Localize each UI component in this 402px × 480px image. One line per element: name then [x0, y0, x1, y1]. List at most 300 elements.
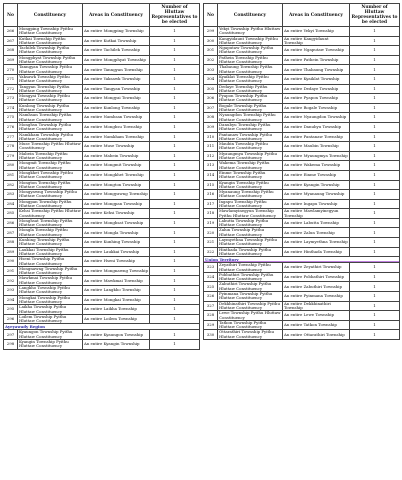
- cell-number: 330: [204, 330, 218, 340]
- cell-representatives: 1: [350, 180, 400, 190]
- cell-constituency: Wakema Township Pyithu Hluttaw Constituency: [218, 161, 283, 171]
- cell-number: 321: [204, 238, 218, 248]
- cell-constituency: Myaungmya Township Pyithu Hluttaw Constituency: [218, 151, 283, 161]
- cell-number: 290: [4, 257, 18, 267]
- cell-constituency: Hinthada Township Pyithu Hluttaw Constituency: [218, 247, 283, 257]
- table-body-right-after: [204, 263, 400, 340]
- cell-number: 272: [4, 84, 18, 94]
- cell-area: An entire Mongnawng Township: [83, 266, 150, 276]
- header-constituency: Constituency: [18, 4, 83, 27]
- cell-area: An entire Kyaungon Township: [83, 330, 150, 340]
- cell-number: 326: [204, 292, 218, 302]
- cell-representatives: 1: [150, 113, 200, 123]
- cell-constituency: Laymyethna Township Pyithu Hluttaw Constituency: [218, 238, 283, 248]
- cell-representatives: 1: [150, 330, 200, 340]
- cell-representatives: 1: [150, 190, 200, 200]
- table-row: [4, 209, 200, 219]
- header-areas: Areas in Constituency: [83, 4, 150, 27]
- cell-area: An entire Tanngyan Township: [83, 65, 150, 75]
- cell-representatives: 1: [150, 161, 200, 171]
- cell-area: An entire Labutta Township: [283, 218, 350, 228]
- table-body-left: [4, 27, 200, 324]
- cell-representatives: 1: [350, 151, 400, 161]
- cell-number: 327: [204, 301, 218, 311]
- cell-number: 293: [4, 286, 18, 296]
- table-row: [204, 161, 400, 171]
- cell-number: 269: [4, 55, 18, 65]
- cell-area: An entire Mongpan Township: [83, 199, 150, 209]
- cell-representatives: 1: [350, 94, 400, 104]
- cell-number: 266: [4, 27, 18, 37]
- table-row: [204, 170, 400, 180]
- table-row: [4, 340, 200, 350]
- table-row: [4, 94, 200, 104]
- cell-number: 309: [204, 122, 218, 132]
- cell-area: An entire Mongla Township: [83, 228, 150, 238]
- cell-representatives: 1: [150, 65, 200, 75]
- cell-representatives: 1: [150, 74, 200, 84]
- table-row: [4, 295, 200, 305]
- cell-area: An entire Myanaung Township: [283, 190, 350, 200]
- cell-constituency: Einme Township Pyithu Hluttaw Constituency: [218, 170, 283, 180]
- cell-representatives: 1: [350, 282, 400, 292]
- cell-constituency: Mongnawng Township Pyithu Hluttaw Constituency: [18, 266, 83, 276]
- cell-representatives: 1: [150, 122, 200, 132]
- cell-number: 287: [4, 228, 18, 238]
- cell-representatives: 1: [150, 257, 200, 267]
- cell-constituency: Tachilek Township Pyithu Hluttaw Constituency: [18, 46, 83, 56]
- table-row: [204, 132, 400, 142]
- cell-number: 299: [204, 27, 218, 37]
- cell-number: 278: [4, 142, 18, 152]
- cell-constituency: Dekkhinathiri Township Pyithu Hluttaw Constituency: [218, 301, 283, 311]
- cell-number: 288: [4, 238, 18, 248]
- cell-representatives: 1: [150, 36, 200, 46]
- cell-number: 304: [204, 74, 218, 84]
- table-row: [204, 142, 400, 152]
- cell-number: 280: [4, 161, 18, 171]
- cell-constituency: Ingapu Township Pyithu Hluttaw Constituency: [218, 199, 283, 209]
- cell-number: 307: [204, 103, 218, 113]
- cell-representatives: 1: [350, 272, 400, 282]
- cell-constituency: Zabuthiri Township Pyithu Hluttaw Constituency: [218, 282, 283, 292]
- table-row: [4, 151, 200, 161]
- cell-number: 325: [204, 282, 218, 292]
- table-row: [204, 190, 400, 200]
- cell-number: 283: [4, 190, 18, 200]
- cell-area: An entire Mongkai Township: [83, 295, 150, 305]
- cell-number: 277: [4, 132, 18, 142]
- cell-constituency: Dedaye Township Pyithu Hluttaw Constituency: [218, 84, 283, 94]
- cell-number: 315: [204, 180, 218, 190]
- cell-representatives: 1: [150, 228, 200, 238]
- cell-area: An entire Tangyan Township: [83, 84, 150, 94]
- cell-representatives: 1: [150, 151, 200, 161]
- cell-constituency: Mongkai Township Pyithu Hluttaw Constituency: [18, 295, 83, 305]
- cell-number: 324: [204, 272, 218, 282]
- table-row: [4, 142, 200, 152]
- cell-area: An entire Ngaputaw Township: [283, 46, 350, 56]
- cell-number: 284: [4, 199, 18, 209]
- cell-representatives: 1: [150, 314, 200, 324]
- cell-representatives: 1: [350, 263, 400, 273]
- table-row: [204, 263, 400, 273]
- table-row: [4, 74, 200, 84]
- cell-constituency: Kyaungon Township Pyithu Hluttaw Constituency: [18, 330, 83, 340]
- cell-representatives: 1: [350, 209, 400, 219]
- table-row: [204, 65, 400, 75]
- table-row: [204, 122, 400, 132]
- cell-representatives: 1: [350, 27, 400, 37]
- cell-area: An entire Kutkai Township: [83, 36, 150, 46]
- table-row: [4, 314, 200, 324]
- table-row: [4, 190, 200, 200]
- cell-area: An entire Mongphyat Township: [83, 55, 150, 65]
- table-row: [4, 238, 200, 248]
- table-row: [4, 330, 200, 340]
- cell-number: 274: [4, 103, 18, 113]
- section-label-union-territory: Union Territory: [205, 256, 239, 262]
- cell-representatives: 1: [150, 142, 200, 152]
- cell-representatives: 1: [350, 218, 400, 228]
- cell-representatives: 1: [150, 27, 200, 37]
- table-row: [204, 46, 400, 56]
- header-representatives: Number of Hluttaw Representatives to be elected: [150, 4, 200, 27]
- table-row: [204, 282, 400, 292]
- cell-representatives: 1: [150, 247, 200, 257]
- cell-constituency: Muse Township Pyithu Hluttaw Constituency: [19, 141, 81, 151]
- cell-constituency: Monghsat Township Pyithu Hluttaw Constituency: [18, 218, 83, 228]
- table-row: [204, 330, 400, 340]
- header-constituency: Constituency: [218, 4, 283, 27]
- section-row-group: [204, 257, 400, 263]
- cell-area: An entire Monghsat Township: [83, 218, 150, 228]
- header-areas: Areas in Constituency: [283, 4, 350, 27]
- cell-area: An entire Hseni Township: [83, 257, 150, 267]
- cell-number: 328: [204, 311, 218, 321]
- table-row: [204, 27, 400, 37]
- cell-constituency: Bogale Township Pyithu Hluttaw Constituency: [218, 103, 283, 113]
- cell-constituency: Lewe Township Pyithu Hluttaw Constituency: [219, 310, 281, 320]
- header-representatives: Number of Hluttaw Representatives to be elected: [350, 4, 400, 27]
- cell-area: An entire Mawkmai Township: [83, 276, 150, 286]
- cell-area: An entire Namhsan Township: [83, 113, 150, 123]
- cell-constituency: Myanaung Township Pyithu Hluttaw Constituency: [218, 190, 283, 200]
- cell-representatives: 1: [150, 46, 200, 56]
- table-row: [204, 311, 400, 321]
- cell-representatives: 1: [150, 340, 200, 350]
- table-row: [204, 272, 400, 282]
- cell-constituency: Zalun Township Pyithu Hluttaw Constituency: [218, 228, 283, 238]
- cell-area: An entire Bogale Township: [283, 103, 350, 113]
- cell-number: 276: [4, 122, 18, 132]
- table-row: [204, 113, 400, 123]
- cell-number: 298: [4, 340, 18, 350]
- cell-number: 297: [4, 330, 18, 340]
- cell-number: 314: [204, 170, 218, 180]
- cell-number: 295: [4, 305, 18, 315]
- cell-number: 313: [204, 161, 218, 171]
- cell-area: An entire Nyaungdon Township: [283, 113, 350, 123]
- table-row: [204, 228, 400, 238]
- cell-number: 312: [204, 151, 218, 161]
- cell-area: An entire Mongping Township: [83, 27, 150, 37]
- table-row: [4, 170, 200, 180]
- cell-constituency: Zeyathiri Township Pyithu Hluttaw Constituency: [218, 263, 283, 273]
- table-row: [4, 84, 200, 94]
- table-row: [204, 36, 400, 46]
- cell-constituency: Mongphyat Township Pyithu Hluttaw Constituency: [18, 55, 83, 65]
- cell-representatives: 1: [350, 113, 400, 123]
- cell-area: An entire Mabein Township: [83, 151, 150, 161]
- cell-area: An entire Monghsu Township: [83, 122, 150, 132]
- cell-area: An entire Laukkai Township: [83, 247, 150, 257]
- table-row: [4, 276, 200, 286]
- table-row: [204, 199, 400, 209]
- cell-representatives: 1: [350, 74, 400, 84]
- cell-representatives: 1: [150, 286, 200, 296]
- cell-number: 270: [4, 65, 18, 75]
- cell-number: 279: [4, 151, 18, 161]
- cell-constituency: Mongton Township Pyithu Hluttaw Constituency: [18, 180, 83, 190]
- cell-representatives: 1: [150, 103, 200, 113]
- cell-number: 268: [4, 46, 18, 56]
- cell-representatives: 1: [150, 55, 200, 65]
- cell-constituency: Nyaungdon Township Pyithu Hluttaw Constituency: [218, 113, 283, 123]
- cell-constituency: Kehsi Township Pyithu Hluttaw Constituency: [19, 208, 81, 218]
- cell-constituency: Kunlong Township Pyithu Hluttaw Constituency: [18, 103, 83, 113]
- cell-constituency: Pyinmana Township Pyithu Hluttaw Constituency: [218, 292, 283, 302]
- cell-constituency: Pobbathiri Township Pyithu Hluttaw Constituency: [218, 272, 283, 282]
- table-row: [204, 292, 400, 302]
- cell-constituency: Mongpan Township Pyithu Hluttaw Constituency: [18, 199, 83, 209]
- table-row: [204, 94, 400, 104]
- cell-representatives: 1: [350, 199, 400, 209]
- cell-area: An entire Wakema Township: [283, 161, 350, 171]
- cell-area: An entire Pyapon Township: [283, 94, 350, 104]
- cell-area: An entire Muse Township: [83, 142, 150, 152]
- cell-area: An entire Zeyathiri Township: [283, 263, 350, 273]
- cell-area: An entire Myaungmya Township: [283, 151, 350, 161]
- cell-representatives: 1: [150, 305, 200, 315]
- cell-representatives: 1: [150, 132, 200, 142]
- table-row: [4, 286, 200, 296]
- header-no: No: [4, 4, 18, 27]
- cell-number: 320: [204, 228, 218, 238]
- cell-area: An entire Hinthada Township: [283, 247, 350, 257]
- cell-number: 302: [204, 55, 218, 65]
- cell-representatives: 1: [350, 55, 400, 65]
- cell-constituency: Pyapon Township Pyithu Hluttaw Constituency: [218, 94, 283, 104]
- cell-number: 301: [204, 46, 218, 56]
- cell-number: 294: [4, 295, 18, 305]
- table-row: [204, 238, 400, 248]
- section-row: [4, 324, 200, 330]
- cell-representatives: 1: [350, 238, 400, 248]
- cell-constituency: Kutkai Township Pyithu Hluttaw Constituency: [18, 36, 83, 46]
- cell-area: An entire Ingapu Township: [283, 199, 350, 209]
- cell-constituency: Yaksawk Township Pyithu Hluttaw Constituency: [18, 74, 83, 84]
- table-row: [4, 113, 200, 123]
- cell-representatives: 1: [350, 132, 400, 142]
- table-body-right: [204, 27, 400, 257]
- cell-area: An entire Yaksawk Township: [83, 74, 150, 84]
- cell-number: 323: [204, 263, 218, 273]
- table-row: [4, 228, 200, 238]
- cell-constituency: Mongping Township Pyithu Hluttaw Constituency: [18, 27, 83, 37]
- table-header-row: [4, 4, 200, 27]
- cell-representatives: 1: [350, 190, 400, 200]
- cell-representatives: 1: [150, 276, 200, 286]
- cell-area: An entire Pantanaw Township: [283, 132, 350, 142]
- cell-area: An entire Namkham Township: [83, 132, 150, 142]
- cell-constituency: Pantanaw Township Pyithu Hluttaw Constituency: [218, 132, 283, 142]
- cell-representatives: 1: [350, 301, 400, 311]
- cell-constituency: Ottarathiri Township Pyithu Hluttaw Constituency: [218, 330, 283, 340]
- cell-constituency: Thabaung Township Pyithu Hluttaw Constituency: [218, 65, 283, 75]
- cell-number: 322: [204, 247, 218, 257]
- cell-area: An entire Kyaiklat Township: [283, 74, 350, 84]
- cell-area: An entire Laymyethna Township: [283, 238, 350, 248]
- cell-representatives: 1: [350, 84, 400, 94]
- cell-constituency: Hseni Township Pyithu Hluttaw Constituency: [18, 257, 83, 267]
- table-row: [4, 218, 200, 228]
- cell-constituency: Mongkhet Township Pyithu Hluttaw Constituency: [18, 170, 83, 180]
- cell-number: 300: [204, 36, 218, 46]
- header-no: No: [204, 4, 218, 27]
- cell-area: An entire Kangyidaunt Township: [283, 36, 350, 46]
- cell-constituency: Kyangin Township Pyithu Hluttaw Constituency: [218, 180, 283, 190]
- table-row: [204, 320, 400, 330]
- cell-area: An entire Kunlong Township: [83, 103, 150, 113]
- cell-constituency: Monghsu Township Pyithu Hluttaw Constituency: [18, 122, 83, 132]
- cell-number: 296: [4, 314, 18, 324]
- cell-constituency: Namkham Township Pyithu Hluttaw Constituency: [18, 132, 83, 142]
- table-row: [204, 74, 400, 84]
- cell-number: 311: [204, 142, 218, 152]
- table-row: [204, 218, 400, 228]
- cell-constituency: Tanngyan Township Pyithu Hluttaw Constituency: [18, 65, 83, 75]
- cell-number: 271: [4, 74, 18, 84]
- cell-area: An entire Mongton Township: [83, 180, 150, 190]
- cell-constituency: Labutta Township Pyithu Hluttaw Constituency: [218, 218, 283, 228]
- table-row: [4, 161, 200, 171]
- table-row: [204, 301, 400, 311]
- cell-constituency: Langkho Township Pyithu Hluttaw Constituency: [18, 286, 83, 296]
- cell-representatives: 1: [350, 65, 400, 75]
- cell-number: 289: [4, 247, 18, 257]
- cell-area: An entire Mongyai Township: [83, 94, 150, 104]
- cell-representatives: 1: [350, 161, 400, 171]
- cell-area: An entire Mongkhet Township: [83, 170, 150, 180]
- cell-number: 275: [4, 113, 18, 123]
- section-label-ayeyawady: Ayeyawady Region: [5, 323, 45, 329]
- table-row: [4, 266, 200, 276]
- cell-area: An entire Zabuthiri Township: [283, 282, 350, 292]
- cell-representatives: 1: [150, 238, 200, 248]
- cell-representatives: 1: [150, 84, 200, 94]
- cell-constituency: Mongmit Township Pyithu Hluttaw Constituency: [18, 161, 83, 171]
- cell-number: 286: [4, 218, 18, 228]
- cell-representatives: 1: [350, 103, 400, 113]
- cell-representatives: 1: [350, 228, 400, 238]
- cell-representatives: 1: [350, 247, 400, 257]
- cell-constituency: Mongyai Township Pyithu Hluttaw Constituency: [18, 94, 83, 104]
- cell-representatives: 1: [350, 330, 400, 340]
- cell-representatives: 1: [350, 142, 400, 152]
- cell-area: An entire Ottarathiri Township: [283, 330, 350, 340]
- cell-constituency: Mawkmai Township Pyithu Hluttaw Constituency: [18, 276, 83, 286]
- cell-constituency: Mongyawng Township Pyithu Hluttaw Constituency: [18, 190, 83, 200]
- cell-representatives: 1: [150, 170, 200, 180]
- table-row: [204, 180, 400, 190]
- cell-number: 303: [204, 65, 218, 75]
- table-row: [4, 122, 200, 132]
- cell-representatives: 1: [350, 36, 400, 46]
- constituency-table-right: [203, 3, 400, 340]
- cell-number: 292: [4, 276, 18, 286]
- cell-constituency: Kyaiklat Township Pyithu Hluttaw Constituency: [218, 74, 283, 84]
- cell-number: 267: [4, 36, 18, 46]
- cell-constituency: Kunhing Township Pyithu Hluttaw Constituency: [18, 238, 83, 248]
- cell-constituency: Kangyidaunt Township Pyithu Hluttaw Constituency: [218, 36, 283, 46]
- cell-representatives: 1: [150, 295, 200, 305]
- cell-area: An entire Kunhing Township: [83, 238, 150, 248]
- cell-representatives: 1: [150, 180, 200, 190]
- cell-constituency: Tangyan Township Pyithu Hluttaw Constituency: [18, 84, 83, 94]
- section-row: [204, 257, 400, 263]
- cell-representatives: 1: [350, 311, 400, 321]
- cell-number: 319: [204, 218, 218, 228]
- cell-representatives: 1: [150, 94, 200, 104]
- cell-number: 316: [204, 190, 218, 200]
- section-row-group: [4, 324, 200, 330]
- cell-constituency: Laukkai Township Pyithu Hluttaw Constituency: [18, 247, 83, 257]
- table-body-left-after: [4, 330, 200, 349]
- cell-number: 318: [204, 209, 218, 219]
- cell-representatives: 1: [150, 209, 200, 219]
- cell-constituency: Laikha Township Pyithu Hluttaw Constituency: [18, 305, 83, 315]
- cell-area: An entire Mongmit Township: [83, 161, 150, 171]
- cell-constituency: Mongla Township Pyithu Hluttaw Constituency: [18, 228, 83, 238]
- cell-representatives: 1: [350, 46, 400, 56]
- table-row: [4, 46, 200, 56]
- table-row: [4, 36, 200, 46]
- cell-number: 308: [204, 113, 218, 123]
- table-row: [4, 65, 200, 75]
- table-row: [204, 209, 400, 219]
- cell-constituency: Mabein Township Pyithu Hluttaw Constituency: [18, 151, 83, 161]
- table-row: [4, 247, 200, 257]
- cell-constituency: Danubyu Township Pyithu Hluttaw Constituency: [218, 122, 283, 132]
- cell-area: An entire Zalun Township: [283, 228, 350, 238]
- cell-representatives: 1: [150, 218, 200, 228]
- cell-area: An entire Tatkon Township: [283, 320, 350, 330]
- cell-number: 317: [204, 199, 218, 209]
- table-row: [4, 199, 200, 209]
- cell-area: An entire Pyinmana Township: [283, 292, 350, 302]
- cell-area: An entire Dedaye Township: [283, 84, 350, 94]
- cell-area: An entire Loilem Township: [83, 314, 150, 324]
- table-row: [4, 103, 200, 113]
- cell-area: An entire Langkho Township: [83, 286, 150, 296]
- table-row: [4, 132, 200, 142]
- cell-representatives: 1: [350, 170, 400, 180]
- cell-number: 281: [4, 170, 18, 180]
- cell-area: An entire Pobbathiri Township: [283, 272, 350, 282]
- cell-constituency: Mawlamyinegyun Township Pyithu Hluttaw Constituency: [218, 209, 283, 219]
- cell-area: An entire Einme Township: [283, 170, 350, 180]
